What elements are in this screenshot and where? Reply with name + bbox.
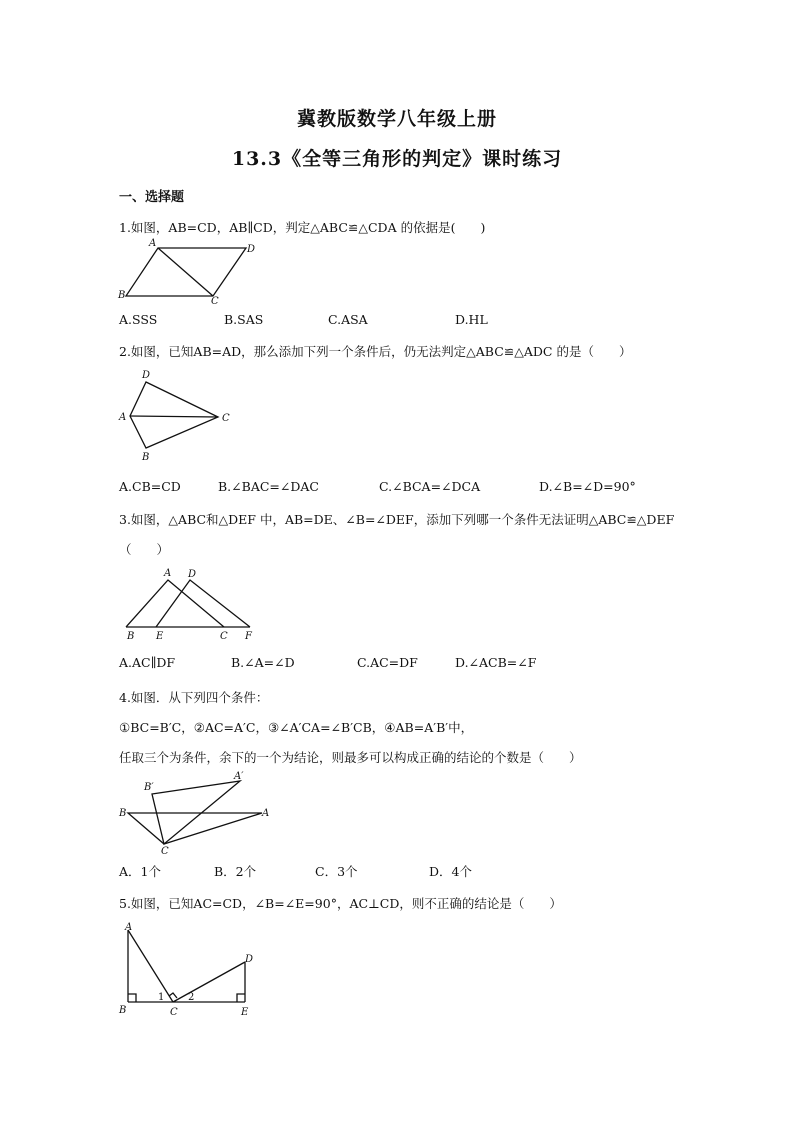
q1-option-c: C.ASA — [328, 312, 368, 327]
q2-option-a: A.CB=CD — [119, 479, 181, 494]
q1-option-a: A.SSS — [119, 312, 158, 327]
q3-label-e: E — [156, 631, 164, 642]
q3-option-b: B.∠A=∠D — [231, 655, 295, 670]
q4-option-a: A．1个 — [119, 864, 161, 879]
q5-segment-ac — [128, 930, 173, 1002]
q4-label-b-prime: B′ — [144, 782, 154, 793]
q3-option-c: C.AC=DF — [357, 655, 418, 670]
q5-label-1: 1 — [158, 992, 165, 1003]
question-4-prompt: 任取三个为条件，余下的一个为结论，则最多可以构成正确的结论的个数是（ ） — [119, 750, 582, 765]
q4-option-d: D．4个 — [429, 864, 472, 879]
q4-option-c: C．3个 — [315, 864, 358, 879]
q5-label-e: E — [241, 1007, 249, 1018]
q5-right-angle-b — [128, 994, 136, 1002]
q1-label-b: B — [118, 290, 126, 301]
q2-quadrilateral — [130, 382, 218, 448]
question-3-stem: 3.如图，△ABC和△DEF 中，AB=DE、∠B=∠DEF，添加下列哪一个条件无法证明△ABC≌△DEF — [119, 512, 675, 527]
q1-option-d: D.HL — [455, 312, 488, 327]
q5-segment-cd — [173, 962, 245, 1002]
q5-label-b: B — [119, 1005, 127, 1016]
document-title: 冀教版数学八年级上册 — [296, 108, 497, 130]
q2-option-d: D.∠B=∠D=90° — [539, 479, 636, 494]
q5-label-2: 2 — [188, 992, 195, 1003]
q3-label-d: D — [188, 569, 197, 580]
question-2-stem: 2.如图，已知AB=AD，那么添加下列一个条件后，仍无法判定△ABC≌△ADC 的是（ ） — [119, 344, 632, 359]
q3-triangle-abc — [126, 580, 224, 627]
q2-option-b: B.∠BAC=∠DAC — [218, 479, 319, 494]
q2-label-d: D — [142, 370, 151, 381]
question-3-stem-paren: （ ） — [119, 542, 170, 557]
question-5-stem: 5.如图，已知AC=CD，∠B=∠E=90°，AC⊥CD，则不正确的结论是（ ） — [119, 896, 562, 911]
q5-label-d: D — [245, 954, 254, 965]
q5-right-angle-e — [237, 994, 245, 1002]
q1-label-a: A — [149, 238, 157, 249]
q5-label-c: C — [170, 1007, 178, 1018]
q2-diagonal-ac — [130, 416, 218, 417]
q4-label-a-prime: A′ — [234, 771, 244, 782]
q1-option-b: B.SAS — [224, 312, 264, 327]
question-5-figure — [116, 920, 266, 1020]
document-subtitle: 13.3《全等三角形的判定》课时练习 — [231, 148, 563, 170]
q3-label-c: C — [220, 631, 228, 642]
question-4-conditions: ①BC=B′C，②AC=A′C，③∠A′CA=∠B′CB，④AB=A′B′中， — [119, 720, 474, 735]
q4-label-b: B — [119, 808, 127, 819]
question-1-stem: 1.如图，AB=CD，AB∥CD，判定△ABC≌△CDA 的依据是( ) — [119, 220, 486, 235]
q3-triangle-def — [156, 580, 250, 627]
question-4-stem: 4.如图．从下列四个条件： — [119, 690, 269, 705]
question-1-figure — [116, 238, 266, 306]
q1-diagonal-ac — [158, 248, 213, 296]
section-heading: 一、选择题 — [119, 190, 185, 205]
q2-label-a: A — [119, 412, 127, 423]
q4-label-c: C — [161, 846, 169, 857]
q1-label-c: C — [211, 296, 219, 307]
question-3-figure — [116, 566, 266, 644]
q1-label-d: D — [247, 244, 256, 255]
q2-label-b: B — [142, 452, 150, 463]
q2-option-c: C.∠BCA=∠DCA — [379, 479, 481, 494]
q3-option-d: D.∠ACB=∠F — [455, 655, 537, 670]
q3-label-a: A — [164, 568, 172, 579]
question-4-figure — [116, 772, 276, 858]
question-2-figure — [116, 366, 246, 466]
q3-label-b: B — [127, 631, 135, 642]
q2-label-c: C — [222, 413, 230, 424]
q3-label-f: F — [245, 631, 252, 642]
q4-option-b: B．2个 — [214, 864, 257, 879]
q3-option-a: A.AC∥DF — [119, 655, 176, 670]
q5-label-a: A — [125, 922, 133, 933]
q4-label-a: A — [262, 808, 270, 819]
